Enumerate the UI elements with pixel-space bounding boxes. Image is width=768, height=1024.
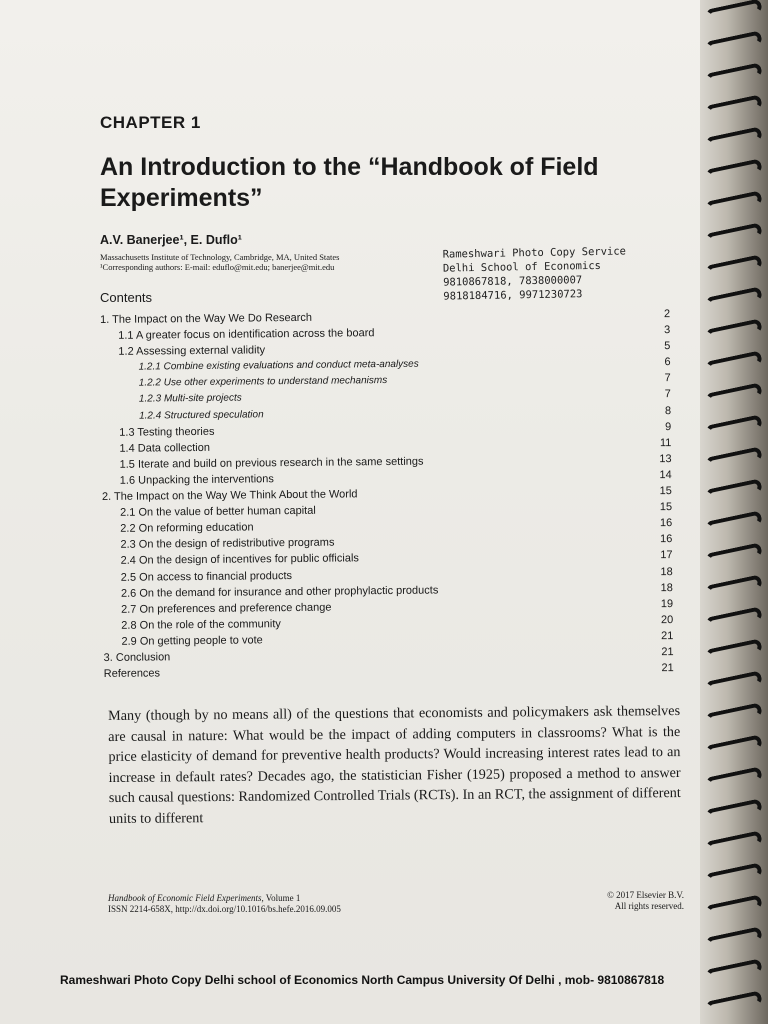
toc-entry-title <box>121 634 262 647</box>
toc-entry-title <box>120 537 334 551</box>
toc-entry-label: A greater focus on identification across the board <box>135 327 375 342</box>
toc-entry-page: 21 <box>661 629 674 643</box>
toc-entry-label: Unpacking the interventions <box>138 473 274 487</box>
toc-entry-title <box>139 409 264 421</box>
toc-entry-label: Assessing external validity <box>136 344 266 358</box>
toc-entry-number: 3. <box>103 651 113 664</box>
body-paragraph: Many (though by no means all) of the questions that economists and policymakers ask themselves are causal in nature: What would be the impact of adding computers in classrooms? What is the price elasticity of demand for preventive health products? Would increasing interest rates lead to an increase in default rates? Decades ago, the statistician Fisher (1925) proposed a method to answer such causal questions: Randomized Controlled Trials (RCTs). In an RCT, the assignment of different units to different <box>108 703 681 827</box>
toc-entry-title <box>120 505 316 519</box>
book-title: Handbook of Economic Field Experiments <box>108 893 262 903</box>
toc-entry-title <box>120 473 274 487</box>
toc-entry-number: 2.1 <box>120 506 136 519</box>
toc-entry-label: On access to financial products <box>139 569 293 584</box>
spiral-coil <box>705 990 763 1015</box>
toc-entry-title <box>139 359 419 373</box>
spiral-coil <box>705 670 763 695</box>
issn: ISSN 2214-658X, http://dx.doi.org/10.1016/bs.hefe.2016.09.005 <box>108 904 341 914</box>
toc-entry-number: 1.2.2 <box>138 377 162 389</box>
toc-entry-label: On the demand for insurance and other prophylactic products <box>139 584 439 600</box>
toc-entry-page: 16 <box>659 517 673 530</box>
spiral-coil <box>705 446 763 471</box>
toc-entry-title <box>121 553 359 567</box>
spiral-coil <box>705 382 763 407</box>
spiral-coil <box>705 574 763 599</box>
toc-entry-title <box>100 312 312 326</box>
toc-entry-number: 1.1 <box>118 329 134 342</box>
toc-entry-title <box>119 442 210 455</box>
toc-entry-page: 2 <box>663 308 671 321</box>
footer-copyright <box>560 890 684 912</box>
rights: All rights reserved. <box>614 901 684 911</box>
toc-entry-page: 7 <box>664 372 671 385</box>
spiral-coil <box>705 638 763 663</box>
toc-entry-label: On the role of the community <box>139 617 281 632</box>
toc-entry-number: 2.4 <box>120 555 136 568</box>
toc-entry-label: Data collection <box>137 441 210 455</box>
toc-entry-label: Iterate and build on previous research in the same settings <box>137 455 424 471</box>
toc-entry-label: On reforming education <box>138 521 254 535</box>
toc-entry-title <box>120 522 253 535</box>
bottom-stamp: Rameshwari Photo Copy Delhi school of Economics North Campus University Of Delhi , mob- 9810867818 <box>60 973 665 987</box>
footer-citation <box>108 893 341 915</box>
toc-entry-page: 19 <box>660 597 674 610</box>
toc-entry-page: 16 <box>660 533 673 546</box>
toc-entry-number: 2.3 <box>120 538 136 552</box>
toc-entry-label: Structured speculation <box>164 408 264 421</box>
toc-entry-label: The Impact on the Way We Do Research <box>112 311 313 326</box>
authors: A.V. Banerjee¹, E. Duflo¹ <box>100 233 242 247</box>
toc-entry-number: 1.2.3 <box>138 393 162 406</box>
toc-entry-number: 2.9 <box>121 635 137 648</box>
spiral-coil <box>705 414 763 439</box>
toc-entry-number: 2.2 <box>120 522 136 536</box>
spiral-coil <box>705 350 763 375</box>
toc-entry-page: 18 <box>660 565 673 578</box>
spiral-coil <box>705 830 763 855</box>
spiral-coil <box>705 734 763 759</box>
toc-entry-page: 15 <box>659 485 672 498</box>
toc-entry-label: The Impact on the Way We Think About the World <box>113 488 358 503</box>
spiral-coil <box>705 766 763 791</box>
toc-entry-title <box>121 584 438 599</box>
spiral-coil <box>705 478 763 503</box>
stamp-line: 9810867818, 7838000007 <box>443 274 583 289</box>
toc-entry-number: 2. <box>101 490 112 504</box>
toc-entry-title <box>118 327 374 342</box>
toc-entry-page: 5 <box>664 340 671 353</box>
spiral-coil <box>705 926 763 951</box>
toc-entry-page: 6 <box>664 356 671 369</box>
spiral-coil <box>705 94 763 119</box>
toc-entry-number: 1.2.1 <box>138 361 161 373</box>
spiral-coil <box>705 958 763 983</box>
toc-entry-page: 20 <box>660 613 674 626</box>
toc-entry-number: 1.2.4 <box>139 409 162 422</box>
toc-entry-title <box>102 488 358 503</box>
toc-entry-label: Conclusion <box>115 651 171 664</box>
corresponding-authors: ¹Corresponding authors: E-mail: eduflo@mit.edu; banerjee@mit.edu <box>100 262 335 272</box>
stamp-line: Delhi School of Economics <box>442 259 602 275</box>
toc-entry-number: 2.5 <box>120 571 137 584</box>
spiral-coil <box>705 606 763 631</box>
copyright: © 2017 Elsevier B.V. <box>607 890 684 900</box>
toc-entry-number: 1. <box>100 313 110 326</box>
toc-entry-number: 2.7 <box>121 603 137 616</box>
toc-entry-label: On preferences and preference change <box>139 601 332 616</box>
toc-entry-title <box>139 393 242 405</box>
toc-entry-number: 1.4 <box>119 442 135 455</box>
toc-entry-title <box>139 375 388 389</box>
chapter-title: An Introduction to the “Handbook of Field Experiments” <box>100 153 599 212</box>
spiral-coil <box>705 894 763 919</box>
volume: , Volume 1 <box>261 893 301 903</box>
spiral-coil <box>705 126 763 151</box>
spiral-coil <box>705 798 763 823</box>
toc-entry-title <box>121 618 281 632</box>
toc-entry-page: 21 <box>661 645 674 659</box>
stamp-line: Rameshwari Photo Copy Service <box>442 245 627 261</box>
toc-entry-label: Use other experiments to understand mechanisms <box>163 375 388 389</box>
spiral-coil <box>705 286 763 311</box>
toc-entry-number: 1.3 <box>119 426 135 439</box>
toc-entry-label: On the design of incentives for public officials <box>138 552 359 568</box>
toc-entry-number: 1.5 <box>119 458 135 471</box>
spiral-coil <box>705 318 763 343</box>
toc-entry-title <box>121 570 292 584</box>
toc-entry-label: Multi-site projects <box>163 392 242 405</box>
photocopy-stamp <box>443 244 627 303</box>
spiral-coil <box>705 30 763 55</box>
toc-entry-title <box>120 455 424 470</box>
toc-entry-label: Testing theories <box>137 425 215 439</box>
toc-entry-title <box>104 651 171 664</box>
toc-entry-number: 1.2 <box>118 345 134 358</box>
spiral-binding <box>700 0 768 1024</box>
toc-entry-page: 7 <box>664 388 671 401</box>
toc-entry-title <box>118 344 265 358</box>
toc-entry-page: 14 <box>659 468 672 482</box>
toc-entry-label: On the design of redistributive programs <box>138 536 335 551</box>
toc-entry-page: 11 <box>659 436 672 449</box>
contents-heading: Contents <box>100 290 153 305</box>
toc-entry-number: 2.8 <box>121 619 137 632</box>
spiral-coil <box>705 702 763 727</box>
toc-entry-label: On the value of better human capital <box>138 504 316 519</box>
chapter-label: CHAPTER 1 <box>100 113 201 132</box>
toc-entry-page: 18 <box>660 581 673 594</box>
affiliations <box>100 252 340 272</box>
toc-entry-page: 13 <box>659 452 672 465</box>
spiral-coil <box>705 862 763 887</box>
toc-entry-page: 3 <box>664 324 671 337</box>
toc-entry-label: On getting people to vote <box>139 634 263 648</box>
toc-entry-number: 2.6 <box>120 587 137 600</box>
spiral-coil <box>705 158 763 183</box>
stamp-line: 9818184716, 9971230723 <box>443 288 583 303</box>
toc-entry-label: References <box>103 667 161 681</box>
toc-entry-number: 1.6 <box>119 474 136 487</box>
spiral-coil <box>705 0 763 24</box>
spiral-coil <box>705 542 763 567</box>
toc-entry-page: 8 <box>664 404 672 417</box>
spiral-coil <box>705 510 763 535</box>
spiral-coil <box>705 62 763 87</box>
affiliation-line: Massachusetts Institute of Technology, Cambridge, MA, United States <box>100 252 340 262</box>
table-of-contents <box>100 308 674 684</box>
toc-entry-title <box>121 601 332 615</box>
toc-entry-title <box>119 425 214 438</box>
toc-entry-label: Combine existing evaluations and conduct meta-analyses <box>163 358 419 373</box>
spiral-coil <box>705 254 763 279</box>
toc-entry-title <box>104 667 160 680</box>
toc-entry-page: 17 <box>660 549 673 562</box>
spiral-coil <box>705 190 763 215</box>
toc-entry-page: 9 <box>665 420 672 433</box>
toc-entry-page: 15 <box>659 501 673 514</box>
spiral-coil <box>705 222 763 247</box>
toc-entry-page: 21 <box>661 662 674 675</box>
